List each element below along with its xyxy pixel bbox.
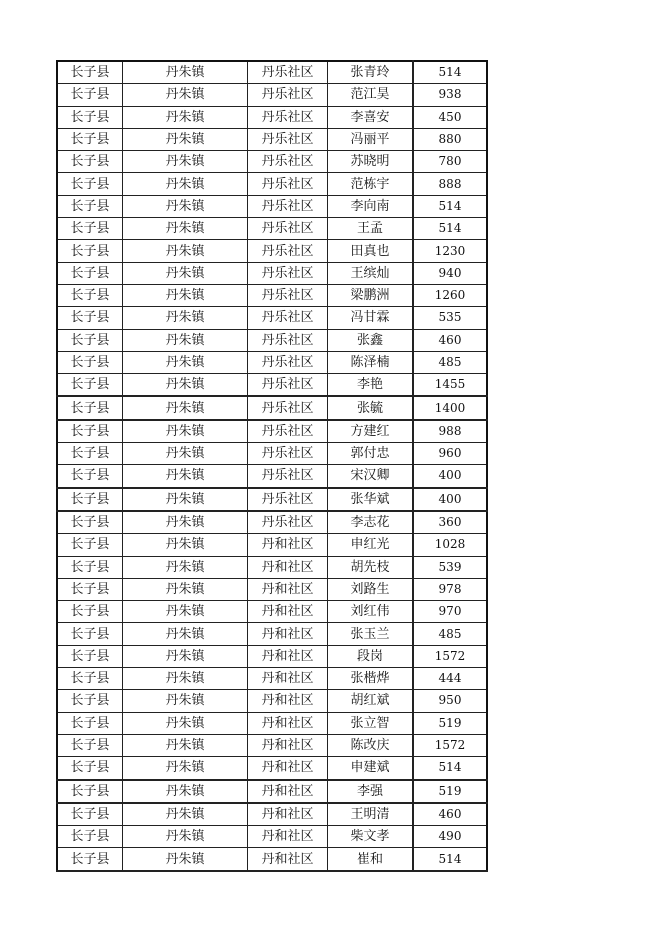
county-cell: 长子县 [57,848,123,871]
town-cell: 丹朱镇 [123,420,248,443]
name-cell: 申建斌 [328,757,414,780]
community-cell: 丹和社区 [248,645,328,667]
town-cell: 丹朱镇 [123,690,248,712]
community-cell: 丹和社区 [248,734,328,756]
name-cell: 李向南 [328,195,414,217]
county-cell: 长子县 [57,329,123,351]
community-cell: 丹和社区 [248,848,328,871]
county-cell: 长子县 [57,465,123,488]
amount-cell: 485 [413,351,487,373]
amount-cell: 444 [413,668,487,690]
town-cell: 丹朱镇 [123,465,248,488]
table-row [57,465,487,488]
county-cell: 长子县 [57,826,123,848]
town-cell: 丹朱镇 [123,488,248,511]
county-cell: 长子县 [57,151,123,173]
town-cell: 丹朱镇 [123,240,248,262]
town-cell: 丹朱镇 [123,128,248,150]
name-cell: 田真也 [328,240,414,262]
name-cell: 李喜安 [328,106,414,128]
town-cell: 丹朱镇 [123,84,248,106]
community-cell: 丹和社区 [248,668,328,690]
table-row [57,556,487,578]
amount-cell: 780 [413,151,487,173]
name-cell: 崔和 [328,848,414,871]
county-cell: 长子县 [57,61,123,84]
table-row [57,84,487,106]
county-cell: 长子县 [57,645,123,667]
county-cell: 长子县 [57,420,123,443]
community-cell: 丹乐社区 [248,374,328,397]
community-cell: 丹和社区 [248,826,328,848]
community-cell: 丹和社区 [248,556,328,578]
table-row [57,284,487,306]
county-cell: 长子县 [57,601,123,623]
community-cell: 丹乐社区 [248,329,328,351]
amount-cell: 360 [413,511,487,534]
table-row [57,511,487,534]
town-cell: 丹朱镇 [123,712,248,734]
amount-cell: 1455 [413,374,487,397]
name-cell: 陈改庆 [328,734,414,756]
table-row [57,578,487,600]
table-row [57,690,487,712]
amount-cell: 460 [413,329,487,351]
name-cell: 范江昊 [328,84,414,106]
county-cell: 长子县 [57,668,123,690]
amount-cell: 988 [413,420,487,443]
town-cell: 丹朱镇 [123,511,248,534]
town-cell: 丹朱镇 [123,848,248,871]
name-cell: 张毓 [328,396,414,419]
table-row [57,534,487,556]
amount-cell: 970 [413,601,487,623]
amount-cell: 960 [413,443,487,465]
town-cell: 丹朱镇 [123,780,248,803]
name-cell: 李强 [328,780,414,803]
county-cell: 长子县 [57,173,123,195]
town-cell: 丹朱镇 [123,396,248,419]
name-cell: 范栋宇 [328,173,414,195]
town-cell: 丹朱镇 [123,757,248,780]
county-cell: 长子县 [57,757,123,780]
community-cell: 丹和社区 [248,601,328,623]
town-cell: 丹朱镇 [123,218,248,240]
community-cell: 丹乐社区 [248,218,328,240]
name-cell: 王孟 [328,218,414,240]
name-cell: 张玉兰 [328,623,414,645]
name-cell: 胡红斌 [328,690,414,712]
town-cell: 丹朱镇 [123,173,248,195]
table-row [57,601,487,623]
name-cell: 张鑫 [328,329,414,351]
county-cell: 长子县 [57,534,123,556]
amount-cell: 1572 [413,734,487,756]
town-cell: 丹朱镇 [123,151,248,173]
town-cell: 丹朱镇 [123,534,248,556]
table-row [57,420,487,443]
town-cell: 丹朱镇 [123,826,248,848]
table-row [57,645,487,667]
community-cell: 丹和社区 [248,712,328,734]
community-cell: 丹乐社区 [248,511,328,534]
name-cell: 张立智 [328,712,414,734]
community-cell: 丹和社区 [248,578,328,600]
table-row [57,351,487,373]
amount-cell: 519 [413,780,487,803]
table-row [57,329,487,351]
name-cell: 苏晓明 [328,151,414,173]
amount-cell: 490 [413,826,487,848]
table-row [57,374,487,397]
county-cell: 长子县 [57,690,123,712]
county-cell: 长子县 [57,443,123,465]
data-table [56,60,488,872]
amount-cell: 514 [413,61,487,84]
name-cell: 梁鹏洲 [328,284,414,306]
name-cell: 张青玲 [328,61,414,84]
amount-cell: 1230 [413,240,487,262]
county-cell: 长子县 [57,488,123,511]
community-cell: 丹乐社区 [248,420,328,443]
table-row [57,106,487,128]
town-cell: 丹朱镇 [123,307,248,329]
name-cell: 王缤灿 [328,262,414,284]
community-cell: 丹乐社区 [248,443,328,465]
town-cell: 丹朱镇 [123,556,248,578]
name-cell: 宋汉卿 [328,465,414,488]
amount-cell: 950 [413,690,487,712]
table-row [57,218,487,240]
community-cell: 丹乐社区 [248,195,328,217]
amount-cell: 519 [413,712,487,734]
county-cell: 长子县 [57,84,123,106]
county-cell: 长子县 [57,307,123,329]
amount-cell: 978 [413,578,487,600]
county-cell: 长子县 [57,106,123,128]
amount-cell: 938 [413,84,487,106]
table-row [57,307,487,329]
name-cell: 段岗 [328,645,414,667]
name-cell: 李艳 [328,374,414,397]
amount-cell: 880 [413,128,487,150]
town-cell: 丹朱镇 [123,443,248,465]
town-cell: 丹朱镇 [123,195,248,217]
community-cell: 丹乐社区 [248,61,328,84]
county-cell: 长子县 [57,780,123,803]
table-row [57,151,487,173]
town-cell: 丹朱镇 [123,803,248,826]
community-cell: 丹乐社区 [248,262,328,284]
town-cell: 丹朱镇 [123,374,248,397]
table-row [57,240,487,262]
amount-cell: 400 [413,488,487,511]
town-cell: 丹朱镇 [123,668,248,690]
community-cell: 丹乐社区 [248,284,328,306]
table-row [57,61,487,84]
amount-cell: 485 [413,623,487,645]
amount-cell: 1400 [413,396,487,419]
town-cell: 丹朱镇 [123,329,248,351]
table-body [57,61,487,871]
amount-cell: 514 [413,757,487,780]
town-cell: 丹朱镇 [123,601,248,623]
community-cell: 丹和社区 [248,623,328,645]
table-row [57,848,487,871]
county-cell: 长子县 [57,128,123,150]
name-cell: 张楷烨 [328,668,414,690]
community-cell: 丹乐社区 [248,84,328,106]
amount-cell: 539 [413,556,487,578]
table-row [57,734,487,756]
name-cell: 王明清 [328,803,414,826]
name-cell: 郭付忠 [328,443,414,465]
amount-cell: 514 [413,195,487,217]
table-row [57,195,487,217]
table-row [57,668,487,690]
county-cell: 长子县 [57,623,123,645]
table-row [57,128,487,150]
table-row [57,757,487,780]
county-cell: 长子县 [57,734,123,756]
town-cell: 丹朱镇 [123,578,248,600]
community-cell: 丹和社区 [248,780,328,803]
name-cell: 柴文孝 [328,826,414,848]
county-cell: 长子县 [57,262,123,284]
town-cell: 丹朱镇 [123,351,248,373]
amount-cell: 400 [413,465,487,488]
table-row [57,396,487,419]
amount-cell: 514 [413,218,487,240]
table-row [57,712,487,734]
community-cell: 丹乐社区 [248,173,328,195]
table-row [57,803,487,826]
table-row [57,262,487,284]
community-cell: 丹乐社区 [248,128,328,150]
table-row [57,173,487,195]
name-cell: 李志花 [328,511,414,534]
name-cell: 刘路生 [328,578,414,600]
town-cell: 丹朱镇 [123,645,248,667]
name-cell: 方建红 [328,420,414,443]
community-cell: 丹乐社区 [248,240,328,262]
county-cell: 长子县 [57,374,123,397]
name-cell: 申红光 [328,534,414,556]
community-cell: 丹乐社区 [248,307,328,329]
county-cell: 长子县 [57,240,123,262]
town-cell: 丹朱镇 [123,262,248,284]
community-cell: 丹和社区 [248,690,328,712]
amount-cell: 940 [413,262,487,284]
county-cell: 长子县 [57,195,123,217]
name-cell: 张华斌 [328,488,414,511]
community-cell: 丹乐社区 [248,351,328,373]
amount-cell: 1260 [413,284,487,306]
name-cell: 刘红伟 [328,601,414,623]
county-cell: 长子县 [57,284,123,306]
community-cell: 丹和社区 [248,803,328,826]
community-cell: 丹乐社区 [248,488,328,511]
community-cell: 丹乐社区 [248,151,328,173]
community-cell: 丹和社区 [248,757,328,780]
town-cell: 丹朱镇 [123,734,248,756]
amount-cell: 888 [413,173,487,195]
town-cell: 丹朱镇 [123,106,248,128]
name-cell: 胡先枝 [328,556,414,578]
table-row [57,623,487,645]
table-row [57,443,487,465]
community-cell: 丹和社区 [248,534,328,556]
community-cell: 丹乐社区 [248,396,328,419]
amount-cell: 514 [413,848,487,871]
community-cell: 丹乐社区 [248,465,328,488]
name-cell: 冯丽平 [328,128,414,150]
amount-cell: 450 [413,106,487,128]
town-cell: 丹朱镇 [123,284,248,306]
county-cell: 长子县 [57,511,123,534]
name-cell: 冯甘霖 [328,307,414,329]
table-row [57,780,487,803]
county-cell: 长子县 [57,712,123,734]
county-cell: 长子县 [57,396,123,419]
town-cell: 丹朱镇 [123,623,248,645]
amount-cell: 535 [413,307,487,329]
table-row [57,826,487,848]
amount-cell: 1028 [413,534,487,556]
county-cell: 长子县 [57,803,123,826]
county-cell: 长子县 [57,218,123,240]
community-cell: 丹乐社区 [248,106,328,128]
county-cell: 长子县 [57,578,123,600]
county-cell: 长子县 [57,351,123,373]
town-cell: 丹朱镇 [123,61,248,84]
amount-cell: 460 [413,803,487,826]
county-cell: 长子县 [57,556,123,578]
table-row [57,488,487,511]
amount-cell: 1572 [413,645,487,667]
name-cell: 陈泽楠 [328,351,414,373]
